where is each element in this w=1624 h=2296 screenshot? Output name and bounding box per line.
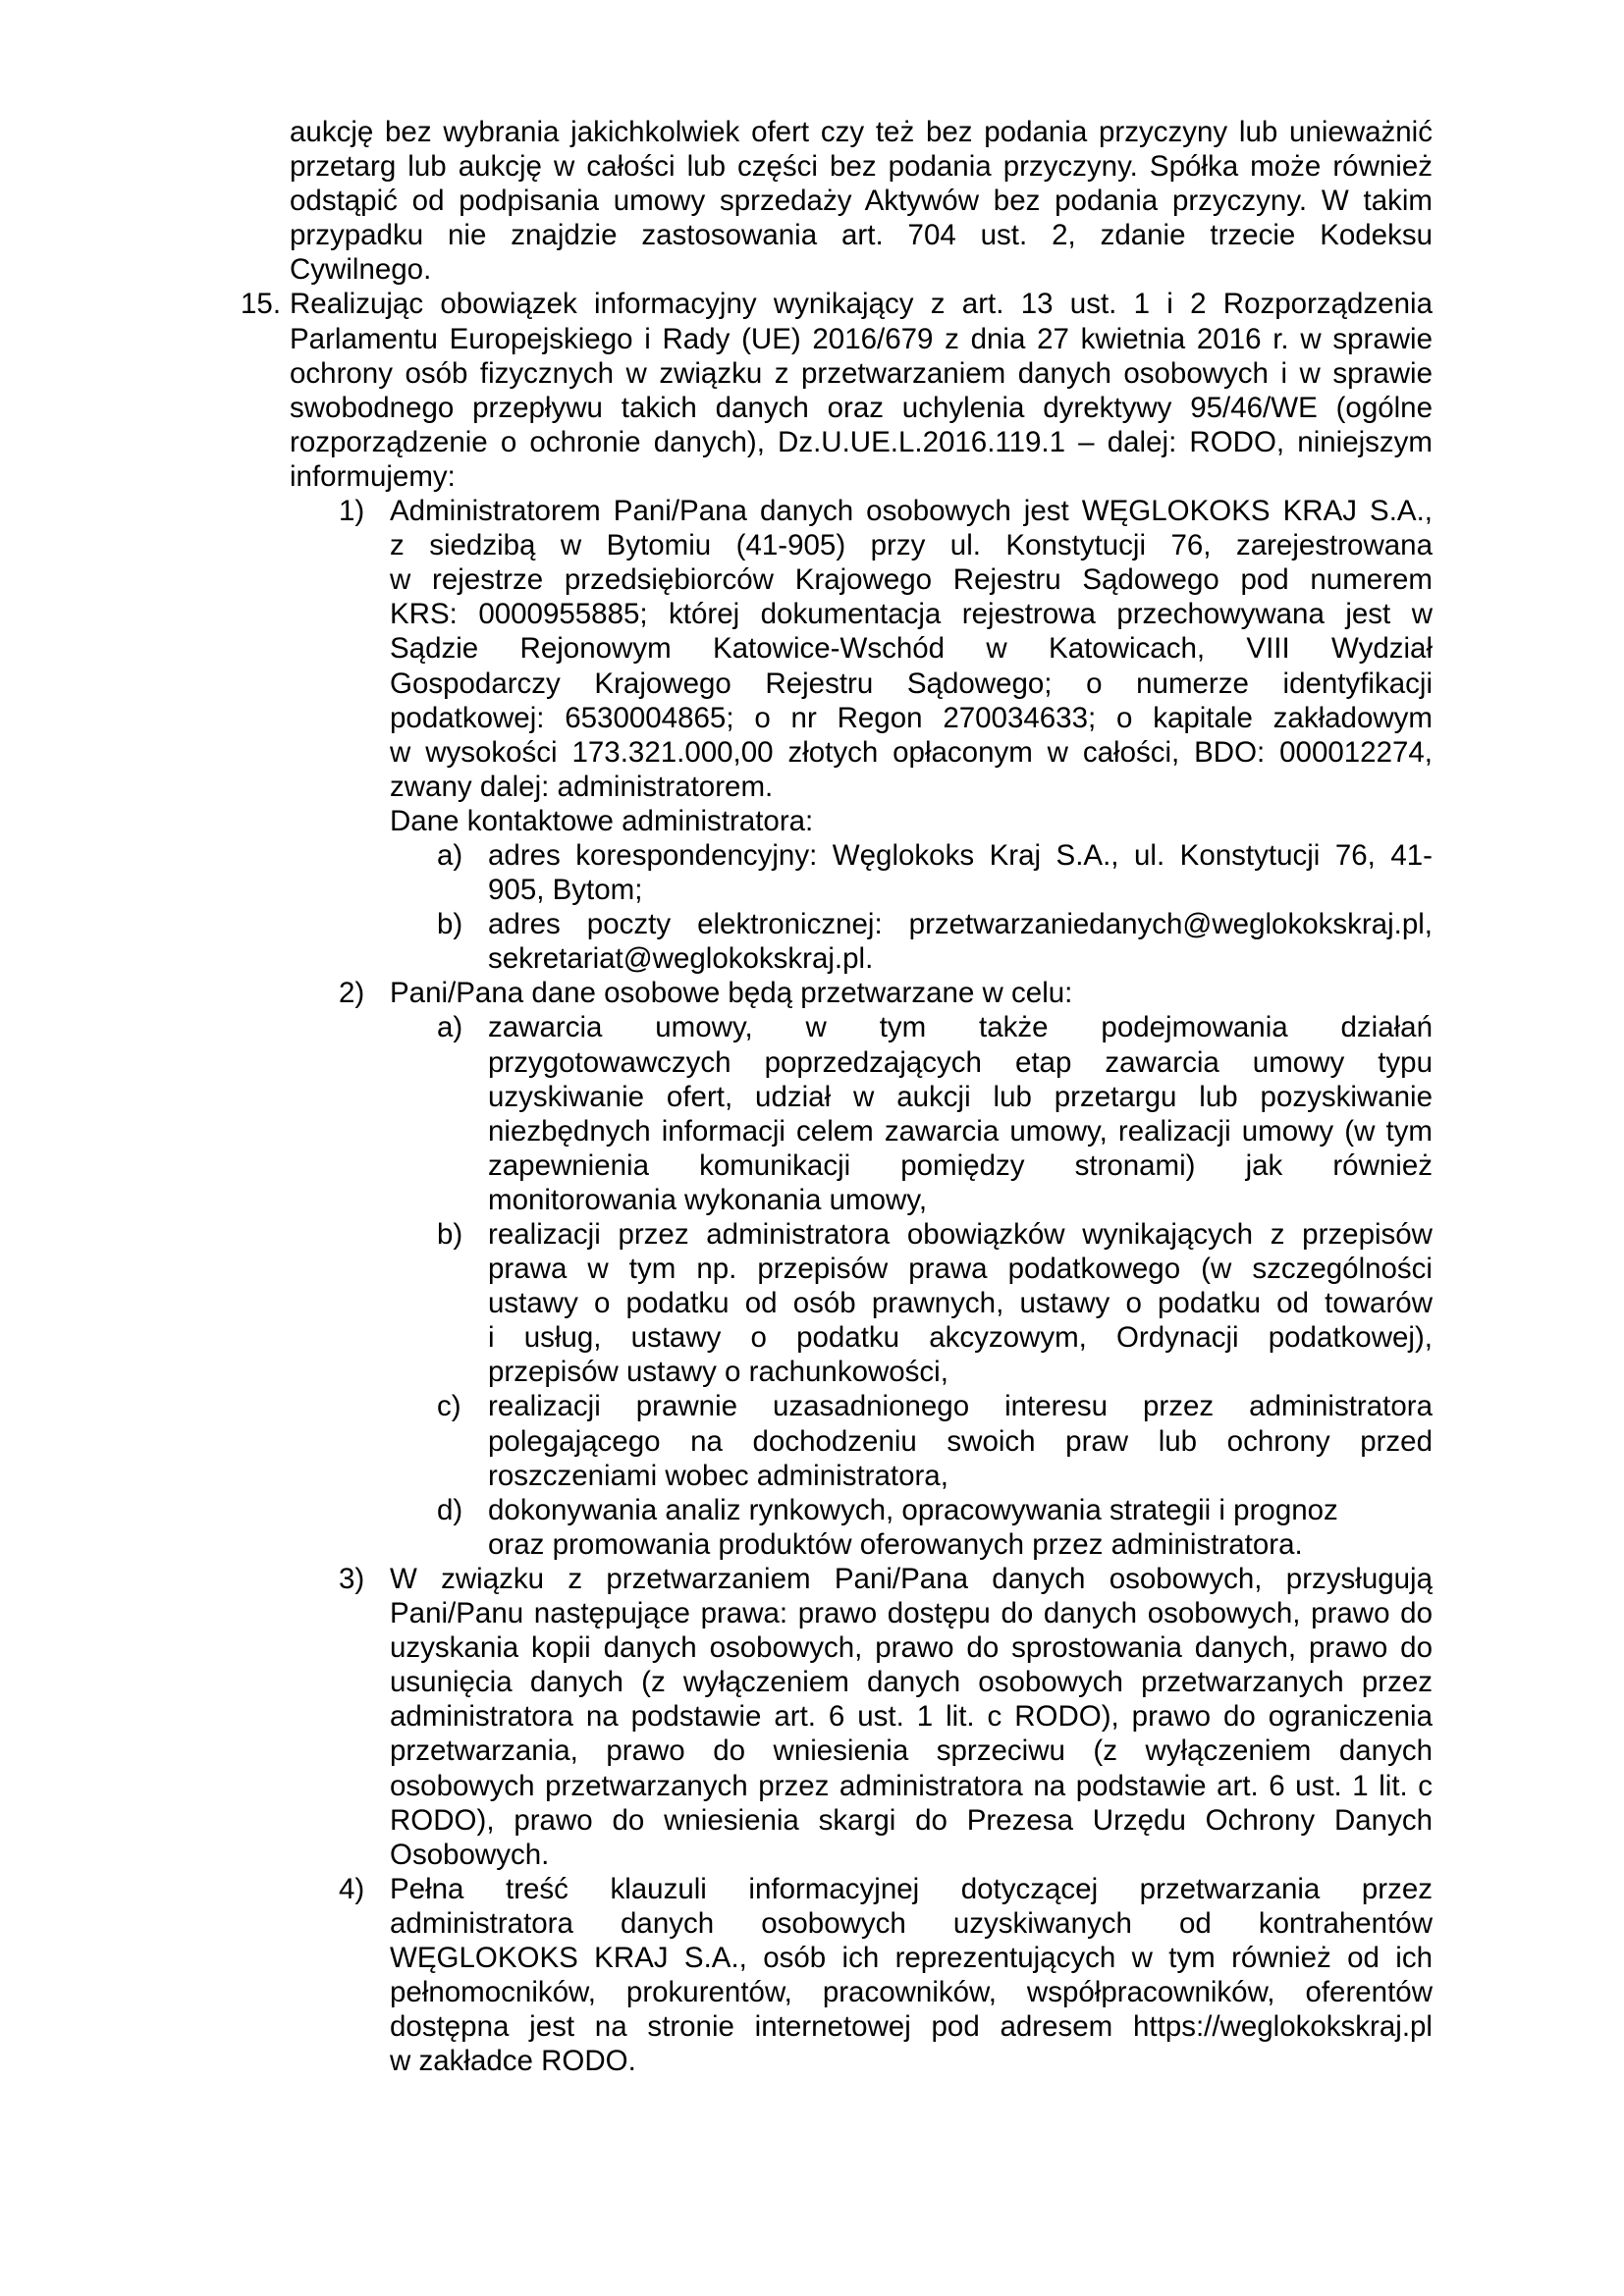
text-line xyxy=(390,1699,1433,1734)
line-text: realizacji prawnie uzasadnionego interesu przez administratora xyxy=(488,1390,1433,1423)
text-line xyxy=(390,1803,1433,1838)
sub-item-4 xyxy=(0,1872,1624,2079)
list-marker: 15. xyxy=(241,288,282,321)
list-item-15 xyxy=(0,287,1624,494)
line-text: roszczeniami wobec administratora, xyxy=(488,1459,948,1492)
text-line xyxy=(488,1148,1433,1183)
purpose-item-d xyxy=(0,1493,1624,1562)
list-marker: b) xyxy=(437,908,463,941)
line-text: i usług, ustawy o podatku akcyzowym, Ordynacji podatkowej), xyxy=(488,1321,1433,1355)
line-text: Administratorem Pani/Pana danych osobowych jest WĘGLOKOKS KRAJ S.A., xyxy=(390,495,1433,528)
line-text: oraz promowania produktów oferowanych przez administratora. xyxy=(488,1527,1303,1561)
line-text: KRS: 0000955885; której dokumentacja rejestrowa przechowywana jest w xyxy=(390,598,1433,631)
line-text: niezbędnych informacji celem zawarcia umowy, realizacji umowy (w tym xyxy=(488,1114,1433,1148)
purpose-item-b xyxy=(0,1217,1624,1389)
document-body xyxy=(0,115,1624,2078)
text-line xyxy=(488,941,1433,976)
line-text: monitorowania wykonania umowy, xyxy=(488,1183,928,1216)
line-text: Parlamentu Europejskiego i Rady (UE) 2016/679 z dnia 27 kwietnia 2016 r. w sprawie xyxy=(290,322,1433,355)
text-line xyxy=(437,1010,1433,1044)
line-text: z siedzibą w Bytomiu (41-905) przy ul. Konstytucji 76, zarejestrowana xyxy=(390,529,1433,562)
line-text: w rejestrze przedsiębiorców Krajowego Rejestru Sądowego pod numerem xyxy=(390,563,1433,597)
list-marker: 1) xyxy=(339,495,365,528)
text-line xyxy=(488,1424,1433,1459)
text-line xyxy=(488,1080,1433,1114)
line-text: dostępna jest na stronie internetowej pod adresem https://weglokokskraj.pl xyxy=(390,2010,1433,2044)
text-line xyxy=(390,528,1433,562)
list-marker: c) xyxy=(437,1390,461,1423)
line-text: adres korespondencyjny: Węglokoks Kraj S.A., ul. Konstytucji 76, 41- xyxy=(488,838,1433,872)
text-line xyxy=(488,1183,1433,1217)
text-line xyxy=(390,597,1433,631)
line-text: zwany dalej: administratorem. xyxy=(390,770,774,803)
contact-item-b xyxy=(0,907,1624,976)
text-line xyxy=(390,1769,1433,1803)
line-text: Gospodarczy Krajowego Rejestru Sądowego; o numerze identyfikacji xyxy=(390,667,1433,700)
text-line xyxy=(390,1941,1433,1975)
list-marker: a) xyxy=(437,838,463,872)
line-text: rozporządzenie o ochronie danych), Dz.U.UE.L.2016.119.1 – dalej: RODO, niniejszym xyxy=(290,425,1433,458)
line-text: Sądzie Rejonowym Katowice-Wschód w Katowicach, VIII Wydział xyxy=(390,632,1433,666)
purpose-item-a xyxy=(0,1010,1624,1217)
text-line xyxy=(488,1355,1433,1389)
line-text: Pani/Panu następujące prawa: prawo dostępu do danych osobowych, prawo do xyxy=(390,1597,1433,1630)
purpose-item-c xyxy=(0,1389,1624,1492)
text-line xyxy=(390,562,1433,597)
intro-paragraph xyxy=(0,115,1624,287)
text-line xyxy=(488,1252,1433,1286)
line-text: W związku z przetwarzaniem Pani/Pana danych osobowych, przysługują xyxy=(390,1562,1433,1595)
line-text: pełnomocników, prokurentów, pracowników, współpracowników, oferentów xyxy=(390,1976,1433,2009)
text-line xyxy=(390,701,1433,735)
line-text: polegającego na dochodzeniu swoich praw lub ochrony przed xyxy=(488,1424,1433,1458)
text-line xyxy=(488,1320,1433,1355)
sub-item-3 xyxy=(0,1562,1624,1872)
list-marker: 4) xyxy=(339,1872,365,1905)
text-line xyxy=(290,252,1433,287)
line-text: przypadku nie znajdzie zastosowania art. 704 ust. 2, zdanie trzecie Kodeksu xyxy=(290,219,1433,252)
text-line xyxy=(290,149,1433,184)
line-text: aukcję bez wybrania jakichkolwiek ofert czy też bez podania przyczyny lub unieważnić xyxy=(290,116,1433,148)
line-text: przetarg lub aukcję w całości lub części bez podania przyczyny. Spółka może również xyxy=(290,150,1433,184)
text-line xyxy=(390,2044,1433,2078)
line-text: uzyskania kopii danych osobowych, prawo do sprostowania danych, prawo do xyxy=(390,1631,1433,1665)
text-line xyxy=(390,1975,1433,2009)
line-text: administratora na podstawie art. 6 ust. 1 lit. c RODO), prawo do ograniczenia xyxy=(390,1700,1433,1734)
line-text: osobowych przetwarzanych przez administratora na podstawie art. 6 ust. 1 lit. c xyxy=(390,1769,1433,1802)
line-text: WĘGLOKOKS KRAJ S.A., osób ich reprezentujących w tym również od ich xyxy=(390,1941,1433,1974)
list-marker: d) xyxy=(437,1493,463,1526)
text-line xyxy=(290,425,1433,459)
text-line xyxy=(488,1459,1433,1493)
line-text: Pełna treść klauzuli informacyjnej dotyczącej przetwarzania przez xyxy=(390,1872,1433,1905)
list-marker: 3) xyxy=(339,1562,365,1595)
text-line xyxy=(390,1838,1433,1872)
text-line xyxy=(437,1217,1433,1252)
text-line xyxy=(290,356,1433,391)
line-text: odstąpić od podpisania umowy sprzedaży Aktywów bez podania przyczyny. W takim xyxy=(290,185,1433,218)
line-text: w wysokości 173.321.000,00 złotych opłaconym w całości, BDO: 000012274, xyxy=(390,735,1433,769)
line-text: prawa w tym np. przepisów prawa podatkowego (w szczególności xyxy=(488,1253,1433,1286)
contact-heading xyxy=(0,804,1624,838)
line-text: ochrony osób fizycznych w związku z przetwarzaniem danych osobowych i w sprawie xyxy=(290,356,1433,390)
line-text: Pani/Pana dane osobowe będą przetwarzane w celu: xyxy=(390,977,1073,1010)
sub-item-2 xyxy=(0,976,1624,1010)
text-line xyxy=(488,1286,1433,1320)
line-text: usunięcia danych (z wyłączeniem danych osobowych przetwarzanych przez xyxy=(390,1666,1433,1699)
line-text: adres poczty elektronicznej: przetwarzaniedanych@weglokokskraj.pl, xyxy=(488,908,1433,941)
text-line xyxy=(290,322,1433,356)
text-line xyxy=(488,1527,1433,1562)
line-text: swobodnego przepływu takich danych oraz uchylenia dyrektywy 95/46/WE (ogólne xyxy=(290,391,1433,424)
text-line xyxy=(437,1389,1433,1423)
line-text: Osobowych. xyxy=(390,1838,550,1871)
line-text: ustawy o podatku od osób prawnych, ustawy o podatku od towarów xyxy=(488,1287,1433,1320)
text-line xyxy=(390,1734,1433,1768)
line-text: RODO), prawo do wniesienia skargi do Prezesa Urzędu Ochrony Danych xyxy=(390,1803,1433,1837)
line-text: zawarcia umowy, w tym także podejmowania działań xyxy=(488,1011,1433,1044)
text-line xyxy=(390,1665,1433,1699)
line-text: w zakładce RODO. xyxy=(390,2045,636,2078)
line-text: zapewnienia komunikacji pomiędzy stronami) jak również xyxy=(488,1148,1433,1182)
text-line xyxy=(390,804,1433,838)
line-text: realizacji przez administratora obowiązków wynikających z przepisów xyxy=(488,1218,1433,1251)
list-marker: 2) xyxy=(339,977,365,1010)
line-text: Dane kontaktowe administratora: xyxy=(390,804,814,837)
text-line xyxy=(488,1045,1433,1080)
text-line xyxy=(290,459,1433,494)
text-line xyxy=(437,1493,1433,1527)
text-line xyxy=(339,1872,1433,1906)
text-line xyxy=(290,218,1433,252)
line-text: podatkowej: 6530004865; o nr Regon 270034633; o kapitale zakładowym xyxy=(390,701,1433,734)
text-line xyxy=(488,873,1433,907)
text-line xyxy=(390,1596,1433,1630)
text-line xyxy=(390,631,1433,666)
contact-item-a xyxy=(0,838,1624,907)
line-text: informujemy: xyxy=(290,459,456,493)
text-line xyxy=(390,1906,1433,1941)
text-line xyxy=(390,1630,1433,1665)
line-text: przetwarzania, prawo do wniesienia sprzeciwu (z wyłączeniem danych xyxy=(390,1735,1433,1768)
list-marker: a) xyxy=(437,1011,463,1044)
line-text: dokonywania analiz rynkowych, opracowywania strategii i prognoz xyxy=(488,1493,1338,1526)
line-text: Realizując obowiązek informacyjny wynikający z art. 13 ust. 1 i 2 Rozporządzenia xyxy=(290,288,1433,321)
line-text: uzyskiwanie ofert, udział w aukcji lub przetargu lub pozyskiwanie xyxy=(488,1080,1433,1113)
text-line xyxy=(437,838,1433,873)
text-line xyxy=(290,391,1433,425)
list-marker: b) xyxy=(437,1218,463,1251)
text-line xyxy=(390,735,1433,770)
text-line xyxy=(339,976,1433,1010)
text-line xyxy=(390,770,1433,804)
text-line xyxy=(339,494,1433,528)
line-text: przygotowawczych poprzedzających etap zawarcia umowy typu xyxy=(488,1045,1433,1079)
text-line xyxy=(390,667,1433,701)
line-text: Cywilnego. xyxy=(290,253,432,287)
text-line xyxy=(339,1562,1433,1596)
text-line xyxy=(290,184,1433,218)
line-text: przepisów ustawy o rachunkowości, xyxy=(488,1356,948,1389)
line-text: administratora danych osobowych uzyskiwanych od kontrahentów xyxy=(390,1906,1433,1940)
sub-item-1 xyxy=(0,494,1624,804)
text-line xyxy=(437,907,1433,941)
text-line xyxy=(241,287,1433,321)
text-line xyxy=(290,115,1433,149)
text-line xyxy=(390,2009,1433,2044)
text-line xyxy=(488,1114,1433,1148)
line-text: 905, Bytom; xyxy=(488,874,643,907)
line-text: sekretariat@weglokokskraj.pl. xyxy=(488,942,874,976)
